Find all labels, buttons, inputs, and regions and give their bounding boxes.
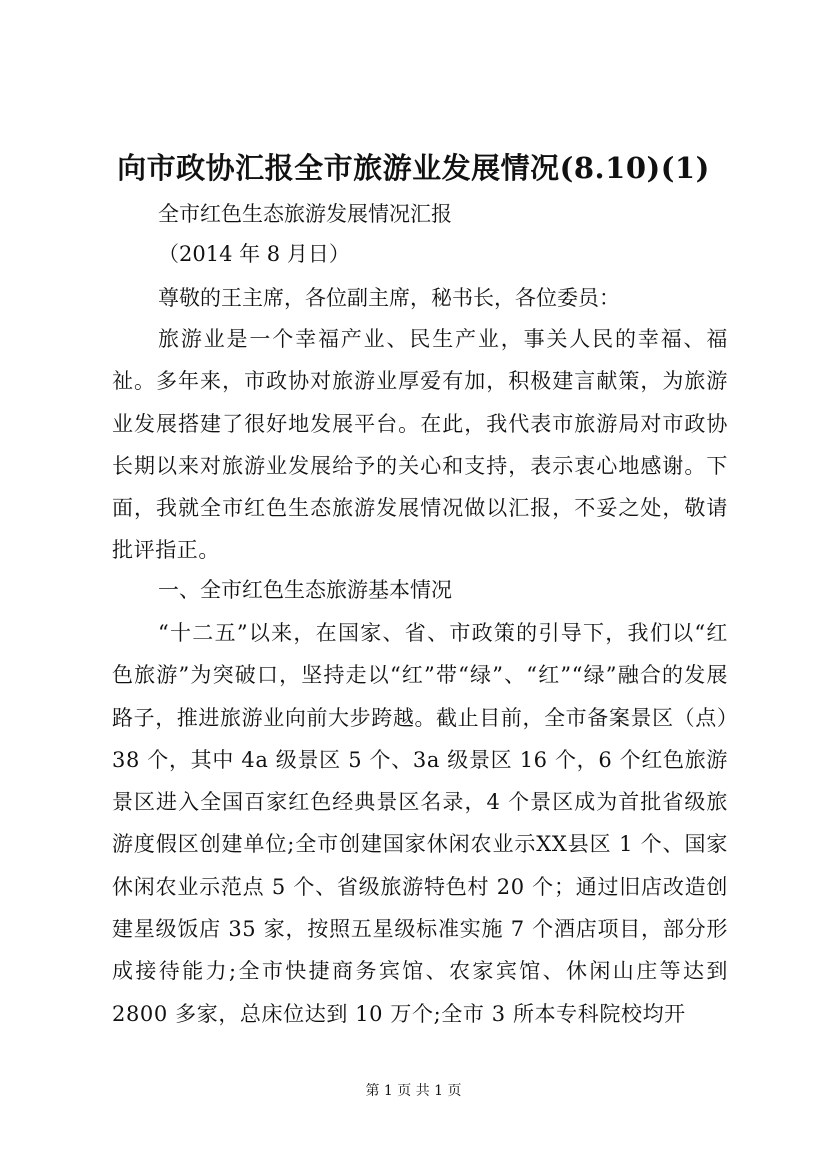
report-subtitle: 全市红色生态旅游发展情况汇报 [158, 202, 452, 226]
document-title: 向市政协汇报全市旅游业发展情况(8.10)(1) [117, 151, 710, 185]
intro-paragraph: 旅游业是一个幸福产业、民生产业，事关人民的幸福、福祉。多年来，市政协对旅游业厚爱有加，积极建言献策，为旅游业发展搭建了很好地发展平台。在此，我代表市旅游局对市政协长期以来对旅游业发展给予的关心和支持，表示衷心地感谢。下面，我就全市红色生态旅游发展情况做以汇报，不妥之处，敬请批评指正。 [112, 327, 728, 563]
salutation: 尊敬的王主席，各位副主席，秘书长，各位委员： [158, 286, 620, 310]
body-paragraph: “十二五”以来，在国家、省、市政策的引导下，我们以“红色旅游”为突破口，坚持走以“红”带“绿”、“红”“绿”融合的发展路子，推进旅游业向前大步跨越。截止目前，全市备案景区（点）38 个，其中 4a 级景区 5 个、3a 级景区 16 个，6 个红色旅游景区进入全国百家红色经典景区名录，4 个景区成为首批省级旅游度假区创建单位;全市创建国家休闲农业示XX县区 1 个、国家休闲农业示范点 5 个、省级旅游特色村 20 个；通过旧店改造创建星级饭店 35 家，按照五星级标准实施 7 个酒店项目，部分形成接待能力;全市快捷商务宾馆、农家宾馆、休闲山庄等达到 2800 多家，总床位达到 10 万个;全市 3 所本专科院校均开 [112, 621, 728, 1026]
report-date: （2014 年 8 月日） [158, 242, 350, 266]
section-heading: 一、全市红色生态旅游基本情况 [158, 578, 452, 602]
page-footer: 第 1 页 共 1 页 [365, 1083, 462, 1099]
